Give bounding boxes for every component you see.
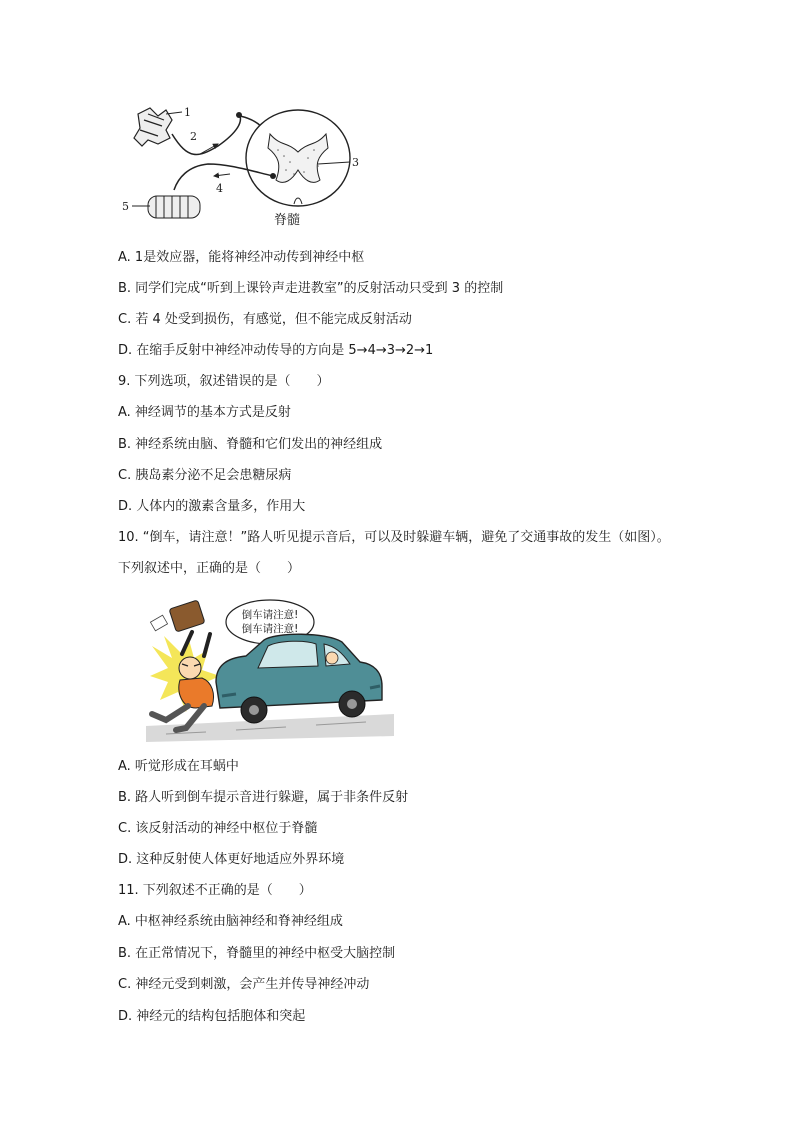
q9-option-b: B. 神经系统由脑、脊髓和它们发出的神经组成	[118, 437, 383, 452]
q11-option-a: A. 中枢神经系统由脑神经和脊神经组成	[118, 914, 343, 929]
q10-option-b: B. 路人听到倒车提示音进行躲避，属于非条件反射	[118, 790, 409, 805]
q11-stem: 11. 下列叙述不正确的是（ ）	[118, 883, 312, 898]
reflex-arc-figure	[118, 100, 368, 230]
spinal-cord	[246, 110, 350, 206]
effector-muscle	[148, 196, 200, 218]
car	[216, 634, 382, 723]
sensory-neuron	[172, 116, 240, 155]
q8-option-d: D. 在缩手反射中神经冲动传导的方向是 5→4→3→2→1	[118, 343, 434, 358]
label-4: 4	[216, 182, 223, 195]
reversing-car-illustration	[146, 596, 396, 746]
q9-option-c: C. 胰岛素分泌不足会患糖尿病	[118, 468, 292, 483]
bubble-text-1: 倒车请注意!	[241, 609, 299, 621]
q10-option-c: C. 该反射活动的神经中枢位于脊髓	[118, 821, 318, 836]
q10-option-a: A. 听觉形成在耳蜗中	[118, 759, 239, 774]
q11-option-d: D. 神经元的结构包括胞体和突起	[118, 1009, 306, 1024]
q11-option-b: B. 在正常情况下，脊髓里的神经中枢受大脑控制	[118, 946, 396, 961]
figure-caption: 脊髓	[274, 213, 301, 228]
bubble-text-2: 倒车请注意!	[241, 623, 299, 635]
label-5: 5	[122, 200, 129, 213]
q10-option-d: D. 这种反射使人体更好地适应外界环境	[118, 852, 345, 867]
q11-option-c: C. 神经元受到刺激，会产生并传导神经冲动	[118, 977, 370, 992]
q8-option-b: B. 同学们完成“听到上课铃声走进教室”的反射活动只受到 3 的控制	[118, 281, 504, 296]
label-1: 1	[184, 106, 191, 119]
q8-option-c: C. 若 4 处受到损伤，有感觉，但不能完成反射活动	[118, 312, 412, 327]
q8-option-a: A. 1是效应器，能将神经冲动传到神经中枢	[118, 250, 365, 265]
q9-option-a: A. 神经调节的基本方式是反射	[118, 405, 291, 420]
q9-option-d: D. 人体内的激素含量多，作用大	[118, 499, 306, 514]
label-3: 3	[352, 156, 359, 169]
bag	[150, 600, 205, 632]
label-2: 2	[190, 130, 197, 143]
pedestrian	[152, 632, 214, 730]
q9-stem: 9. 下列选项，叙述错误的是（ ）	[118, 374, 330, 389]
q10-stem: 10. “倒车，请注意！”路人听见提示音后，可以及时躲避车辆，避免了交通事故的发生（如图）。下列叙述中，正确的是（ ）	[118, 530, 670, 576]
